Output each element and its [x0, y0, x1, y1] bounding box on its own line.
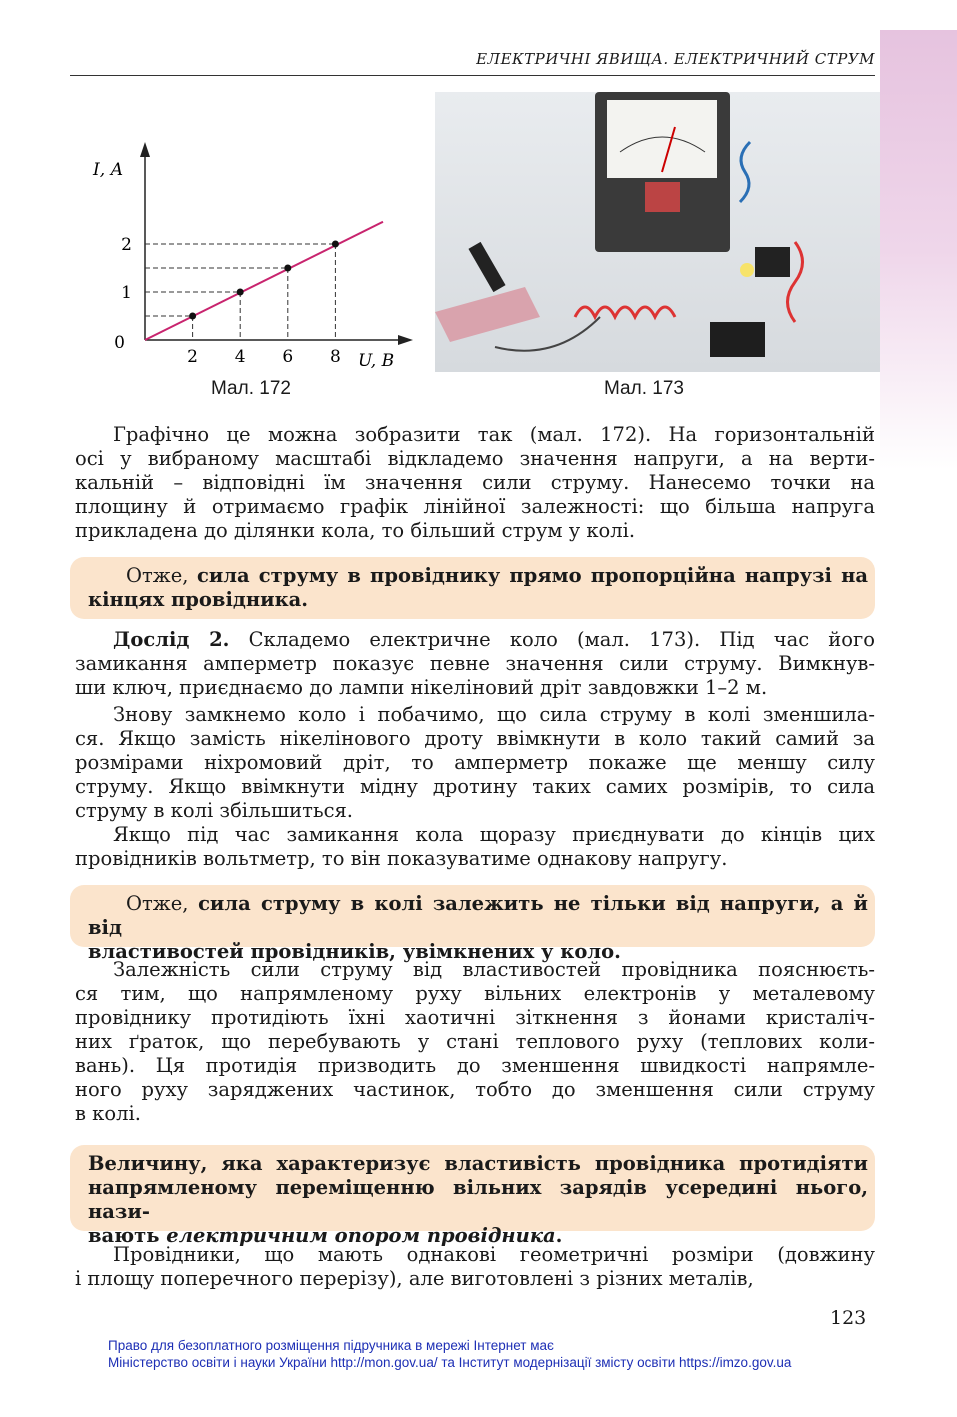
text-run: провідників вольтметр, то він показуватиме однакову напругу.	[75, 847, 728, 870]
text-run: Отже,	[126, 892, 199, 915]
text-line	[88, 588, 868, 612]
header-rule	[70, 75, 875, 76]
text-line	[75, 703, 875, 727]
text-line	[75, 775, 875, 799]
ammeter-scale	[607, 100, 717, 178]
text-run: струму. Якщо ввімкнути мідну дротину таких самих розмірів, то сила	[75, 775, 875, 798]
x-tick-label: 2	[187, 347, 199, 367]
lamp	[740, 263, 754, 277]
emphasis-text: кінцях провідника.	[88, 588, 309, 611]
paragraph	[75, 703, 875, 823]
text-run: замикання амперметр показує певне значення сили струму. Вимкнув-	[75, 652, 875, 675]
y-tick-label: 1	[121, 283, 132, 303]
text-line	[75, 1006, 875, 1030]
text-run: розмірами ніхромовий дріт, то амперметр покаже ще меншу силу	[75, 751, 875, 774]
switch-handle	[468, 242, 505, 292]
resistor-block	[710, 322, 765, 357]
text-run: в колі.	[75, 1102, 141, 1125]
y-tick-label: 2	[121, 235, 132, 255]
text-run: ся тим, що напрямленому руху вільних електронів у металевому	[75, 982, 875, 1005]
x-tick-label: 6	[282, 347, 294, 367]
text-line	[88, 1152, 868, 1176]
text-line	[75, 495, 875, 519]
text-line	[75, 676, 875, 700]
text-line	[75, 652, 875, 676]
text-line	[75, 423, 875, 447]
figure-173-photo	[435, 92, 880, 372]
text-line	[88, 892, 868, 940]
text-line	[75, 1102, 875, 1126]
data-point	[189, 313, 196, 320]
text-run: ного руху заряджених частинок, тобто до зменшення сили струму	[75, 1078, 875, 1101]
origin-label: 0	[114, 333, 125, 353]
emphasis-text: електричним опором провідника	[166, 1224, 556, 1247]
emphasis-text: Величину, яка характеризує властивість провідника протидіяти	[88, 1152, 868, 1175]
switch-base	[435, 287, 540, 342]
callout-text	[88, 1152, 868, 1248]
text-run: осі у вибраному масштабі відкладемо значення напруги, а на верти-	[75, 447, 875, 470]
paragraph	[75, 823, 875, 871]
blue-wire	[740, 142, 750, 202]
text-run: Графічно це можна зобразити так (мал. 172). На горизонтальній	[113, 423, 875, 446]
paragraph	[75, 1243, 875, 1291]
text-run: кальній – відповідні їм значення сили струму. Нанесемо точки на	[75, 471, 875, 494]
emphasis-text: сила струму в колі залежить не тільки від напруги, а й від	[88, 892, 868, 939]
text-line	[75, 1030, 875, 1054]
text-line	[88, 564, 868, 588]
text-line	[75, 1243, 875, 1267]
figure-173-caption: Мал. 173	[604, 378, 684, 399]
text-line	[75, 1078, 875, 1102]
x-axis-label: U, В	[358, 351, 395, 371]
emphasis-text: властивостей провідників, увімкнених у коло.	[88, 940, 621, 963]
series-line	[145, 222, 383, 340]
emphasis-text: напрямленому переміщенню вільних зарядів усередині нього, нази-	[88, 1176, 868, 1223]
footer-line-2: Міністерство освіти і науки України http://mon.gov.ua/ та Інститут модернізації змісту освіти https://imzo.gov.ua	[108, 1355, 792, 1370]
text-run: Отже,	[126, 564, 197, 587]
text-run: Якщо під час замикання кола щоразу приєднувати до кінців цих	[113, 823, 875, 846]
decorative-side-band	[880, 30, 957, 470]
paragraph	[75, 628, 875, 700]
chapter-header: ЕЛЕКТРИЧНІ ЯВИЩА. ЕЛЕКТРИЧНИЙ СТРУМ	[476, 50, 875, 68]
text-line	[75, 447, 875, 471]
text-run: Складемо електричне коло (мал. 173). Під час його	[229, 628, 875, 651]
lamp-holder	[755, 247, 790, 277]
text-run: прикладена до ділянки кола, то більший струм у колі.	[75, 519, 636, 542]
text-run: і площу поперечного перерізу), але виготовлені з різних металів,	[75, 1267, 754, 1290]
data-point	[284, 265, 291, 272]
text-line	[75, 982, 875, 1006]
callout-text	[88, 564, 868, 612]
footer-line-1: Право для безоплатного розміщення підручника в мережі Інтернет має	[108, 1338, 554, 1353]
license-footer	[108, 1337, 791, 1371]
text-run: Знову замкнемо коло і побачимо, що сила струму в колі зменшила-	[113, 703, 875, 726]
emphasis-text: сила струму в провіднику прямо пропорційна напрузі на	[196, 564, 868, 587]
emphasis-text: Дослід 2.	[113, 628, 230, 651]
text-line	[75, 1054, 875, 1078]
x-axis-arrow	[398, 335, 413, 345]
text-run: Залежність сили струму від властивостей провідника пояснюєть-	[113, 958, 875, 981]
text-line	[75, 1267, 875, 1291]
data-point	[237, 289, 244, 296]
ammeter-terminal	[645, 182, 680, 212]
emphasis-text: .	[555, 1224, 563, 1247]
text-line	[75, 471, 875, 495]
text-run: ши ключ, приєднаємо до лампи нікеліновий дріт завдовжки 1–2 м.	[75, 676, 768, 699]
text-run: провіднику протидіють їхні хаотичні зіткнення з йонами кристаліч-	[75, 1006, 875, 1029]
text-line	[75, 958, 875, 982]
text-run: вань). Ця протидія призводить до зменшення швидкості напрямле-	[75, 1054, 875, 1077]
figure-172-caption: Мал. 172	[211, 378, 291, 399]
circuit-photo-illustration	[435, 92, 880, 372]
text-line	[75, 799, 875, 823]
text-run: площину й отримаємо графік лінійної залежності: що більша напруга	[75, 495, 875, 518]
text-line	[75, 628, 875, 652]
page-number: 123	[830, 1307, 867, 1329]
callout-text	[88, 892, 868, 964]
y-axis-label: I, А	[93, 160, 124, 180]
red-wire	[575, 307, 675, 317]
data-point	[332, 241, 339, 248]
text-run: Провідники, що мають однакові геометричні розміри (довжину	[113, 1243, 875, 1266]
x-tick-label: 8	[329, 347, 341, 367]
figure-172-chart	[80, 130, 420, 375]
y-axis-arrow	[140, 142, 150, 157]
emphasis-text: вають	[88, 1224, 167, 1247]
text-run: ся. Якщо замість нікелінового дроту ввімкнути в коло такий самий за	[75, 727, 875, 750]
text-line	[75, 519, 875, 543]
text-line	[88, 1176, 868, 1224]
text-line	[75, 751, 875, 775]
text-run: струму в колі збільшиться.	[75, 799, 353, 822]
paragraph	[75, 958, 875, 1126]
text-line	[75, 727, 875, 751]
text-line	[75, 847, 875, 871]
x-tick-label: 4	[234, 347, 246, 367]
paragraph	[75, 423, 875, 543]
text-line	[75, 823, 875, 847]
text-run: них ґраток, що перебувають у стані теплового руху (теплових коли-	[75, 1030, 875, 1053]
